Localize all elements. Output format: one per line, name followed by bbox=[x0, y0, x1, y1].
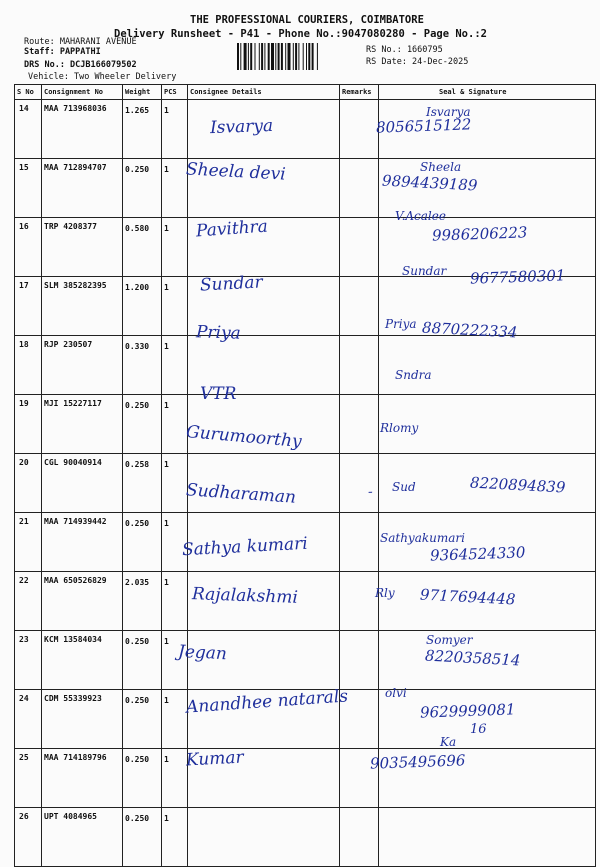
handwritten-signature: Ka bbox=[440, 735, 457, 749]
remarks-cell bbox=[340, 277, 379, 336]
handwritten-phone: 9629999081 bbox=[419, 700, 516, 722]
row-sno: 20 bbox=[15, 454, 42, 513]
remarks-cell bbox=[340, 808, 379, 867]
pcs-value: 1 bbox=[162, 336, 188, 395]
handwritten-consignee-name: Rajalakshmi bbox=[191, 584, 299, 608]
col-weight: Weight bbox=[123, 85, 162, 100]
consignment-number: MAA 714939442 bbox=[42, 513, 123, 572]
handwritten-consignee-name: Gurumoorthy bbox=[185, 421, 303, 453]
signature-cell bbox=[379, 336, 596, 395]
handwritten-consignee-name: Jegan bbox=[177, 641, 228, 665]
handwritten-phone: 8220894839 bbox=[469, 473, 566, 497]
consignment-number: UPT 4084965 bbox=[42, 808, 123, 867]
handwritten-phone: 9717694448 bbox=[419, 585, 516, 609]
drs-number: DRS No.: DCJB166079502 bbox=[24, 60, 137, 70]
pcs-value: 1 bbox=[162, 277, 188, 336]
handwritten-signature: Priya bbox=[385, 317, 417, 331]
handwritten-signature: Sud bbox=[392, 480, 416, 494]
pcs-value: 1 bbox=[162, 100, 188, 159]
weight-value: 1.200 bbox=[123, 277, 162, 336]
handwritten-signature: Rly bbox=[375, 586, 395, 600]
handwritten-consignee-name: Sudharaman bbox=[185, 480, 297, 508]
runsheet-subtitle: Delivery Runsheet - P41 - Phone No.:9047080280 - Page No.:2 bbox=[114, 28, 487, 40]
handwritten-signature: Somyer bbox=[426, 633, 473, 647]
table-row bbox=[15, 808, 596, 867]
row-sno: 18 bbox=[15, 336, 42, 395]
col-signature: Seal & Signature bbox=[379, 85, 596, 100]
handwritten-consignee-name: Kumar bbox=[185, 747, 245, 771]
pcs-value: 1 bbox=[162, 631, 188, 690]
consignment-number: MAA 712894707 bbox=[42, 159, 123, 218]
row-sno: 15 bbox=[15, 159, 42, 218]
handwritten-consignee-name: Sheela devi bbox=[185, 159, 287, 185]
handwritten-phone: 9677580301 bbox=[469, 266, 566, 288]
col-sno: S No bbox=[15, 85, 42, 100]
col-consignee: Consignee Details bbox=[188, 85, 340, 100]
pcs-value: 1 bbox=[162, 513, 188, 572]
consignment-number: MAA 713968036 bbox=[42, 100, 123, 159]
remarks-cell bbox=[340, 513, 379, 572]
row-sno: 17 bbox=[15, 277, 42, 336]
vehicle-label: Vehicle: Two Wheeler Delivery bbox=[28, 72, 177, 82]
row-sno: 14 bbox=[15, 100, 42, 159]
row-sno: 19 bbox=[15, 395, 42, 454]
row-sno: 24 bbox=[15, 690, 42, 749]
consignment-number: CDM 55339923 bbox=[42, 690, 123, 749]
handwritten-signature: Sundar bbox=[402, 264, 447, 278]
row-sno: 23 bbox=[15, 631, 42, 690]
remarks-cell bbox=[340, 159, 379, 218]
handwritten-phone: 9364524330 bbox=[429, 543, 526, 565]
staff-label: Staff: PAPPATHI bbox=[24, 47, 101, 57]
weight-value: 0.580 bbox=[123, 218, 162, 277]
handwritten-phone: 8220358514 bbox=[424, 646, 521, 670]
pcs-value: 1 bbox=[162, 218, 188, 277]
weight-value: 0.250 bbox=[123, 395, 162, 454]
route-label: Route: MAHARANI AVENUE bbox=[24, 37, 137, 47]
weight-value: 0.250 bbox=[123, 159, 162, 218]
handwritten-phone: 8870222334 bbox=[421, 318, 518, 342]
handwritten-signature: olvi bbox=[385, 686, 407, 700]
pcs-value: 1 bbox=[162, 395, 188, 454]
remarks-cell bbox=[340, 631, 379, 690]
page-mark: 16 bbox=[470, 722, 487, 737]
handwritten-consignee-name: Pavithra bbox=[195, 216, 269, 242]
handwritten-remark: - bbox=[367, 483, 374, 501]
weight-value: 2.035 bbox=[123, 572, 162, 631]
row-sno: 16 bbox=[15, 218, 42, 277]
table-row bbox=[15, 159, 596, 218]
consignee-cell bbox=[188, 808, 340, 867]
signature-cell bbox=[379, 808, 596, 867]
consignment-number: MAA 650526829 bbox=[42, 572, 123, 631]
pcs-value: 1 bbox=[162, 808, 188, 867]
col-remarks: Remarks bbox=[340, 85, 379, 100]
consignment-number: MAA 714189796 bbox=[42, 749, 123, 808]
handwritten-signature: V.Acalee bbox=[395, 209, 446, 223]
row-sno: 25 bbox=[15, 749, 42, 808]
barcode-image bbox=[237, 43, 361, 70]
pcs-value: 1 bbox=[162, 572, 188, 631]
remarks-cell bbox=[340, 395, 379, 454]
handwritten-signature: Rlomy bbox=[380, 421, 419, 435]
weight-value: 0.250 bbox=[123, 513, 162, 572]
weight-value: 1.265 bbox=[123, 100, 162, 159]
pcs-value: 1 bbox=[162, 749, 188, 808]
rs-date: RS Date: 24-Dec-2025 bbox=[366, 57, 469, 67]
handwritten-phone: 9986206223 bbox=[431, 223, 528, 245]
row-sno: 21 bbox=[15, 513, 42, 572]
handwritten-consignee-name: Isvarya bbox=[209, 115, 274, 139]
pcs-value: 1 bbox=[162, 159, 188, 218]
remarks-cell bbox=[340, 100, 379, 159]
row-sno: 22 bbox=[15, 572, 42, 631]
table-row bbox=[15, 100, 596, 159]
handwritten-phone: 9035495696 bbox=[369, 751, 466, 773]
table-row bbox=[15, 336, 596, 395]
consignment-number: RJP 230507 bbox=[42, 336, 123, 395]
table-row bbox=[15, 749, 596, 808]
weight-value: 0.250 bbox=[123, 690, 162, 749]
handwritten-signature: Sathyakumari bbox=[380, 531, 465, 545]
pcs-value: 1 bbox=[162, 454, 188, 513]
pcs-value: 1 bbox=[162, 690, 188, 749]
remarks-cell bbox=[340, 572, 379, 631]
consignment-number: SLM 385282395 bbox=[42, 277, 123, 336]
table-header-row bbox=[15, 85, 596, 100]
weight-value: 0.250 bbox=[123, 631, 162, 690]
consignment-number: KCM 13584034 bbox=[42, 631, 123, 690]
document-title: THE PROFESSIONAL COURIERS, COIMBATORE bbox=[190, 14, 424, 26]
remarks-cell bbox=[340, 336, 379, 395]
handwritten-phone: 8056515122 bbox=[375, 115, 472, 137]
col-pcs: PCS bbox=[162, 85, 188, 100]
handwritten-phone: 9894439189 bbox=[381, 171, 478, 195]
consignment-number: CGL 90040914 bbox=[42, 454, 123, 513]
consignment-number: TRP 4208377 bbox=[42, 218, 123, 277]
handwritten-consignee-name: Sundar bbox=[199, 272, 264, 296]
consignment-number: MJI 15227117 bbox=[42, 395, 123, 454]
handwritten-signature: Sheela bbox=[420, 160, 462, 174]
handwritten-consignee-name: VTR bbox=[200, 384, 237, 404]
rs-number: RS No.: 1660795 bbox=[366, 45, 443, 55]
handwritten-signature: Isvarya bbox=[426, 105, 471, 119]
weight-value: 0.330 bbox=[123, 336, 162, 395]
weight-value: 0.250 bbox=[123, 808, 162, 867]
handwritten-consignee-name: Anandhee natarals bbox=[185, 686, 349, 718]
handwritten-consignee-name: Priya bbox=[195, 322, 242, 344]
weight-value: 0.250 bbox=[123, 749, 162, 808]
handwritten-consignee-name: Sathya kumari bbox=[181, 533, 309, 561]
handwritten-signature: Sndra bbox=[395, 368, 432, 382]
table-row bbox=[15, 395, 596, 454]
weight-value: 0.258 bbox=[123, 454, 162, 513]
row-sno: 26 bbox=[15, 808, 42, 867]
remarks-cell bbox=[340, 218, 379, 277]
col-consignment: Consignment No bbox=[42, 85, 123, 100]
